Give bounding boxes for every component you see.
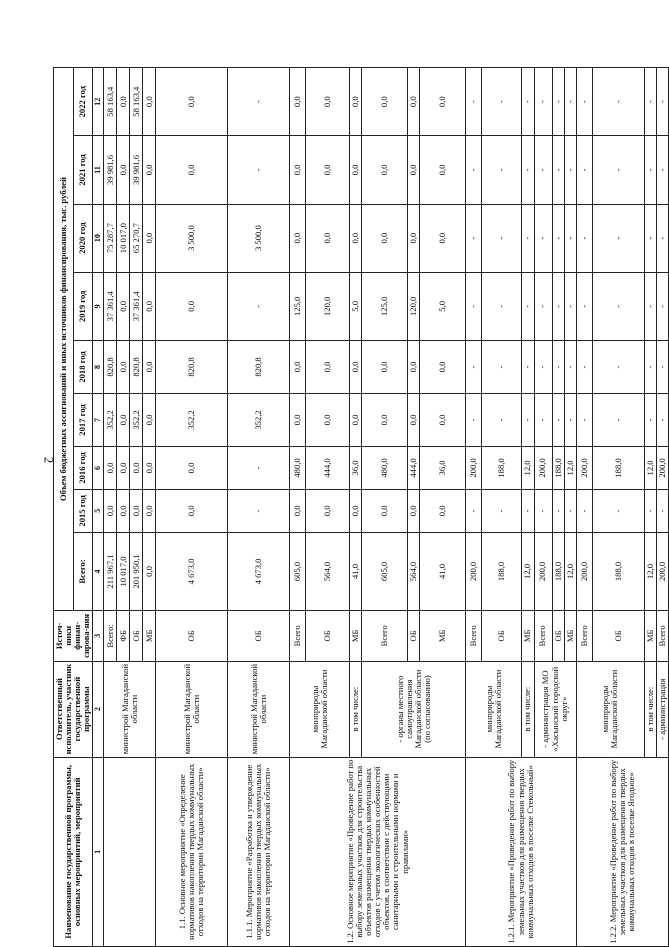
header-year: 2017 год [73,393,93,446]
value-cell: 564,0 [306,532,350,610]
value-cell: 120,0 [306,272,350,340]
value-cell: 0,0 [362,340,408,393]
executor: в том числе: [350,661,362,757]
value-cell: 188,0 [552,446,564,489]
value-cell: 0,0 [362,68,408,136]
value-cell: - [592,393,644,446]
value-cell: - [656,272,668,340]
value-cell: - [564,340,576,393]
value-cell: - [552,340,564,393]
value-cell: 0,0 [408,489,420,532]
table-row [290,68,306,947]
value-cell: - [534,136,552,204]
header-year: 2016 год [73,446,93,489]
value-cell: - [466,68,482,136]
value-cell: 36,0 [420,446,466,489]
value-cell: 188,0 [592,446,644,489]
table-row [156,68,228,947]
value-cell: 0,0 [420,136,466,204]
value-cell: 820,8 [156,340,228,393]
value-cell: 0,0 [420,393,466,446]
value-cell: 75 287,7 [104,204,117,272]
activity-name: 1.1. Основное мероприятие «Определение нормативов накопления твердых коммунальных отходов на территории Магаданской области» [156,757,228,946]
value-cell: 0,0 [104,446,117,489]
value-cell: 0,0 [290,204,306,272]
funding-source: Всего [576,611,592,662]
value-cell: - [592,272,644,340]
value-cell: 0,0 [143,204,156,272]
table-row [228,68,290,947]
value-cell: - [228,68,290,136]
value-cell: 0,0 [420,68,466,136]
executor: минприроды Магаданской области [576,661,644,757]
value-cell: - [482,489,522,532]
value-cell: 12,0 [564,532,576,610]
executor: министрой Магаданской области [228,661,290,757]
value-cell: - [592,136,644,204]
value-cell: 5,0 [420,272,466,340]
value-cell: - [576,204,592,272]
activity-name: 1.1.1. Мероприятие «Разработка и утверждение нормативов накопления твердых коммунальных отходов на территории Магаданской области» [228,757,290,946]
value-cell: 0,0 [350,340,362,393]
funding-source: ОБ [228,611,290,662]
value-cell: 0,0 [306,68,350,136]
column-number: 12 [93,68,104,136]
funding-source: Всего: [104,611,117,662]
value-cell: 444,0 [306,446,350,489]
value-cell: - [576,393,592,446]
value-cell: 0,0 [362,393,408,446]
value-cell: 201 950,1 [130,532,143,610]
value-cell: 0,0 [117,446,130,489]
value-cell: 5,0 [350,272,362,340]
value-cell: - [576,68,592,136]
value-cell: - [466,340,482,393]
value-cell: - [644,136,656,204]
value-cell: 0,0 [408,204,420,272]
value-cell: - [564,136,576,204]
value-cell: - [552,68,564,136]
value-cell: 0,0 [130,446,143,489]
value-cell: 200,0 [576,446,592,489]
column-number: 8 [93,340,104,393]
value-cell: 0,0 [117,393,130,446]
value-cell: - [482,340,522,393]
value-cell: 480,0 [362,446,408,489]
value-cell: 0,0 [290,393,306,446]
column-number: 5 [93,489,104,532]
value-cell: - [228,446,290,489]
executor: министрой Магаданской области [104,661,156,757]
value-cell: 0,0 [350,68,362,136]
value-cell: 0,0 [143,532,156,610]
value-cell: 0,0 [362,489,408,532]
value-cell: 352,2 [228,393,290,446]
value-cell: 0,0 [130,489,143,532]
value-cell: 188,0 [552,532,564,610]
activity-name: 1.2.1. Мероприятие «Проведение работ по выбору земельных участков для размещения твердых коммунальных отходов в поселке Стекольный» [466,757,576,946]
value-cell: 41,0 [420,532,466,610]
value-cell: 200,0 [534,532,552,610]
funding-source: МБ [350,611,362,662]
executor: в том числе: [522,661,534,757]
executor: минприроды Магаданской области [290,661,350,757]
value-cell: 10 017,0 [117,532,130,610]
value-cell: - [644,68,656,136]
funding-source: Всего [534,611,552,662]
value-cell: - [644,393,656,446]
value-cell: 0,0 [156,272,228,340]
value-cell: 0,0 [420,340,466,393]
value-cell: - [656,68,668,136]
value-cell: 0,0 [104,489,117,532]
value-cell: - [564,272,576,340]
value-cell: 3 500,0 [228,204,290,272]
value-cell: 820,8 [104,340,117,393]
column-number: 11 [93,136,104,204]
value-cell: 0,0 [408,68,420,136]
value-cell: - [644,340,656,393]
value-cell: 200,0 [466,446,482,489]
value-cell: - [576,272,592,340]
value-cell: 0,0 [350,393,362,446]
funding-source: МБ [143,611,156,662]
value-cell: 0,0 [408,136,420,204]
value-cell: - [564,393,576,446]
value-cell: - [482,136,522,204]
value-cell: 0,0 [143,68,156,136]
funding-source: Всего [656,611,668,662]
value-cell: - [656,136,668,204]
funding-source: ОБ [306,611,350,662]
funding-source: МБ [522,611,534,662]
executor: в том числе: [644,661,656,757]
value-cell: 0,0 [117,489,130,532]
value-cell: 125,0 [362,272,408,340]
value-cell: - [552,489,564,532]
value-cell: 0,0 [408,393,420,446]
value-cell: - [482,68,522,136]
column-number: 9 [93,272,104,340]
value-cell: - [576,489,592,532]
header-year: 2019 год [73,272,93,340]
value-cell: - [228,136,290,204]
value-cell: - [534,489,552,532]
value-cell: 12,0 [564,446,576,489]
value-cell: 0,0 [143,272,156,340]
value-cell: 36,0 [350,446,362,489]
value-cell: 125,0 [290,272,306,340]
funding-source: МБ [564,611,576,662]
table-row [104,68,117,947]
value-cell: 0,0 [143,340,156,393]
funding-source: Всего [362,611,408,662]
funding-source: МБ [420,611,466,662]
value-cell: 0,0 [156,489,228,532]
value-cell: - [576,340,592,393]
column-number: 7 [93,393,104,446]
value-cell: - [656,340,668,393]
value-cell: - [534,272,552,340]
value-cell: 0,0 [306,340,350,393]
value-cell: 605,0 [290,532,306,610]
value-cell: 12,0 [644,532,656,610]
value-cell: 480,0 [290,446,306,489]
value-cell: 188,0 [482,532,522,610]
funding-source: ОБ [408,611,420,662]
value-cell: 0,0 [350,489,362,532]
value-cell: 0,0 [156,68,228,136]
value-cell: - [482,272,522,340]
executor: - администрация МО «Хасынский городской округ» [534,661,576,757]
value-cell: - [656,204,668,272]
value-cell: 0,0 [117,272,130,340]
value-cell: 58 163,4 [104,68,117,136]
value-cell: 0,0 [290,136,306,204]
value-cell: 0,0 [143,446,156,489]
value-cell: - [576,136,592,204]
value-cell: - [552,204,564,272]
value-cell: 200,0 [656,446,668,489]
value-cell: 352,2 [104,393,117,446]
activity-name: 1.2.2. Мероприятие «Проведение работ по выбору земельных участков для размещения твердых коммунальных отходов в поселке Ягодное» [576,757,668,946]
executor: - органы местного самоуправления Магаданской области (по согласованию) [362,661,466,757]
value-cell: 0,0 [117,68,130,136]
value-cell: 0,0 [143,136,156,204]
column-number: 10 [93,204,104,272]
value-cell: 39 981,6 [104,136,117,204]
value-cell: 41,0 [350,532,362,610]
value-cell: - [656,393,668,446]
value-cell: - [522,68,534,136]
column-number: 4 [93,532,104,610]
value-cell: 0,0 [362,204,408,272]
value-cell: 0,0 [306,204,350,272]
value-cell: - [522,272,534,340]
value-cell: 3 500,0 [156,204,228,272]
funding-source: МБ [644,611,656,662]
value-cell: 0,0 [362,136,408,204]
header-budget: Объем бюджетных ассигнований и иных источников финансирования, тыс. рублей [54,68,74,611]
value-cell: - [592,489,644,532]
header-source: Источ-ники финан-сирова-ния [54,611,93,662]
value-cell: - [466,489,482,532]
value-cell: 4 673,0 [156,532,228,610]
value-cell: 605,0 [362,532,408,610]
value-cell: 820,8 [130,340,143,393]
value-cell: 200,0 [656,532,668,610]
value-cell: 0,0 [306,393,350,446]
value-cell: - [644,272,656,340]
value-cell: 0,0 [156,446,228,489]
value-cell: 444,0 [408,446,420,489]
activity-name [104,757,156,946]
value-cell: 10 017,0 [117,204,130,272]
funding-source: ОБ [482,611,522,662]
value-cell: - [466,272,482,340]
funding-source: ОБ [552,611,564,662]
value-cell: 0,0 [117,340,130,393]
value-cell: 200,0 [534,446,552,489]
value-cell: - [228,272,290,340]
table-row [576,68,592,947]
value-cell: 352,2 [130,393,143,446]
value-cell: - [522,136,534,204]
page-number: 2 [41,456,57,464]
executor: министрой Магаданской области [156,661,228,757]
value-cell: 188,0 [482,446,522,489]
executor: минприроды Магаданской области [466,661,522,757]
header-year: 2018 год [73,340,93,393]
executor: - администрация [656,661,668,757]
column-number: 2 [93,661,104,757]
value-cell: 120,0 [408,272,420,340]
value-cell: 39 981,6 [130,136,143,204]
table-row [466,68,482,947]
value-cell: 0,0 [290,340,306,393]
column-number: 6 [93,446,104,489]
value-cell: 211 967,1 [104,532,117,610]
value-cell: - [482,393,522,446]
value-cell: 200,0 [466,532,482,610]
value-cell: - [644,204,656,272]
value-cell: - [466,393,482,446]
activity-name: 1.2. Основное мероприятие «Проведение работ по выбору земельных участков для строительства объектов размещения твердых коммунальных отходов с учетом экологических особенностей объектов, в соответствии с действующими санитарными и строительными нормами и правилами» [290,757,466,946]
funding-source: Всего [466,611,482,662]
value-cell: 0,0 [306,136,350,204]
value-cell: - [534,204,552,272]
header-total: Всего: [73,532,93,610]
rotated-table-container [53,67,667,947]
value-cell: - [592,340,644,393]
value-cell: - [534,393,552,446]
value-cell: 0,0 [156,136,228,204]
value-cell: 0,0 [117,136,130,204]
value-cell: - [644,489,656,532]
funding-source: ФБ [117,611,130,662]
value-cell: - [656,489,668,532]
budget-table [53,67,669,947]
value-cell: - [552,136,564,204]
header-year: 2021 год [73,136,93,204]
value-cell: - [522,340,534,393]
value-cell: - [466,204,482,272]
value-cell: 4 673,0 [228,532,290,610]
funding-source: ОБ [156,611,228,662]
value-cell: - [564,489,576,532]
value-cell: 37 361,4 [104,272,117,340]
value-cell: 0,0 [143,393,156,446]
value-cell: - [522,393,534,446]
column-number: 1 [93,757,104,946]
value-cell: 0,0 [290,489,306,532]
value-cell: - [522,204,534,272]
value-cell: - [534,340,552,393]
header-name: Наименование государственной программы, основных мероприятий, мероприятий [54,757,93,946]
header-year: 2015 год [73,489,93,532]
header-executor: Ответственный исполнитель, участник государственной программы [54,661,93,757]
funding-source: ОБ [592,611,644,662]
header-year: 2020 год [73,204,93,272]
value-cell: - [482,204,522,272]
value-cell: - [534,68,552,136]
column-number: 3 [93,611,104,662]
value-cell: - [466,136,482,204]
value-cell: - [564,68,576,136]
value-cell: 0,0 [420,204,466,272]
value-cell: - [552,272,564,340]
value-cell: - [592,204,644,272]
value-cell: 820,8 [228,340,290,393]
value-cell: - [552,393,564,446]
value-cell: 0,0 [143,489,156,532]
value-cell: 58 163,4 [130,68,143,136]
value-cell: 0,0 [350,136,362,204]
value-cell: 0,0 [420,489,466,532]
value-cell: 0,0 [408,340,420,393]
value-cell: - [564,204,576,272]
value-cell: 65 270,7 [130,204,143,272]
value-cell: 188,0 [592,532,644,610]
value-cell: 564,0 [408,532,420,610]
value-cell: - [228,489,290,532]
value-cell: 12,0 [644,446,656,489]
value-cell: - [522,489,534,532]
value-cell: 0,0 [306,489,350,532]
funding-source: Всего [290,611,306,662]
value-cell: 352,2 [156,393,228,446]
header-year: 2022 год [73,68,93,136]
value-cell: - [592,68,644,136]
value-cell: 37 361,4 [130,272,143,340]
value-cell: 200,0 [576,532,592,610]
value-cell: 0,0 [290,68,306,136]
funding-source: ОБ [130,611,143,662]
value-cell: 12,0 [522,446,534,489]
value-cell: 12,0 [522,532,534,610]
value-cell: 0,0 [350,204,362,272]
